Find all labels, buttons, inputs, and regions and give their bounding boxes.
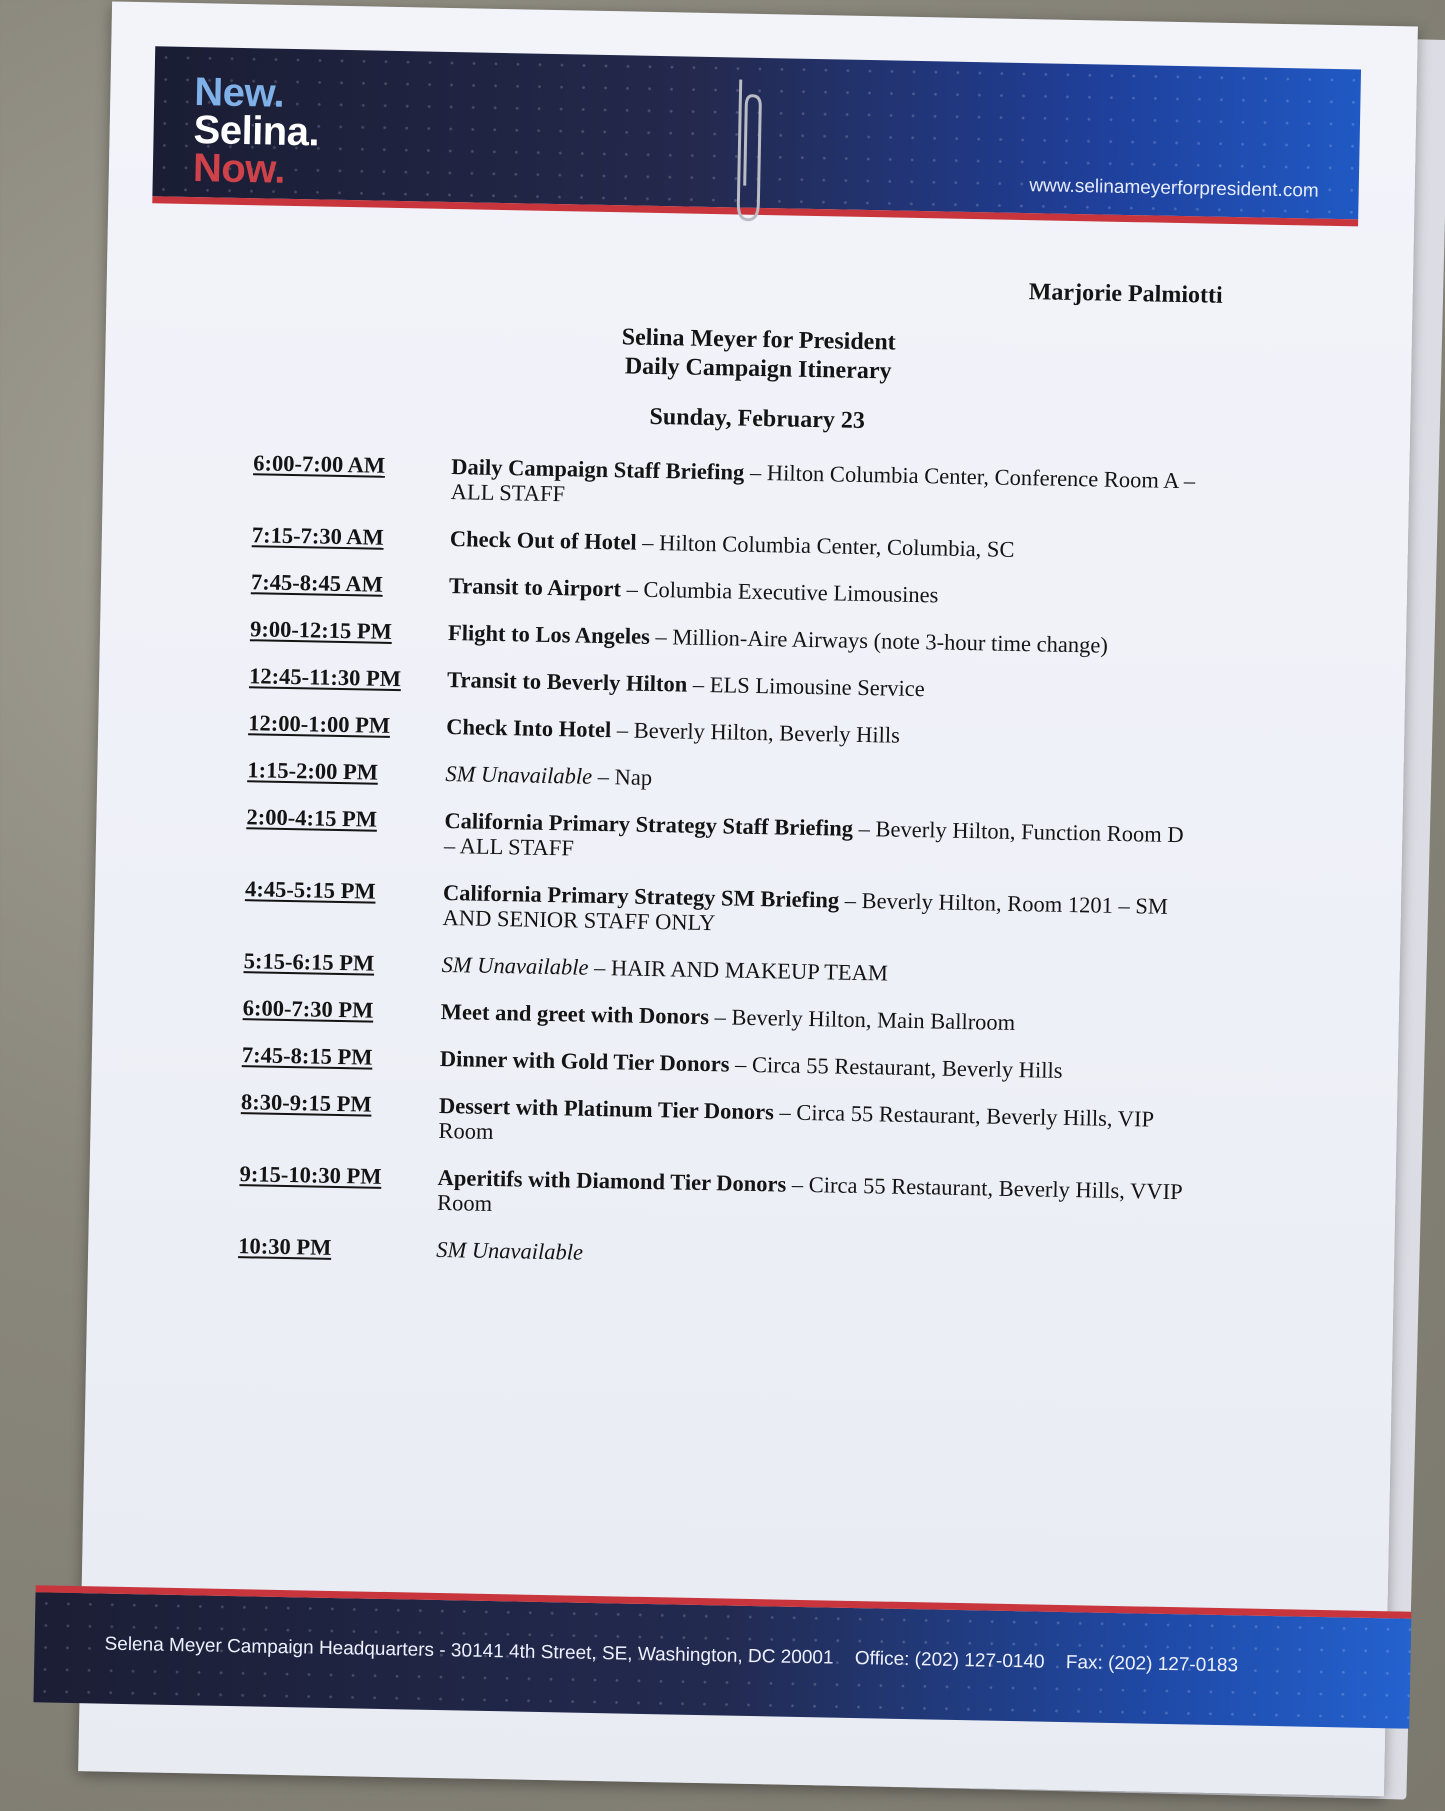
event-detail: – Beverly Hilton, Function Room D – ALL STAFF bbox=[443, 815, 1184, 861]
website-url: www.selinameyerforpresident.com bbox=[1029, 175, 1319, 202]
event-name: Meet and greet with Donors bbox=[440, 998, 710, 1030]
event-detail: – Beverly Hilton, Beverly Hills bbox=[610, 717, 901, 748]
logo-line-selina: Selina. bbox=[193, 108, 320, 155]
event-name: Aperitifs with Diamond Tier Donors bbox=[437, 1164, 787, 1197]
schedule-row bbox=[247, 757, 1197, 800]
event-name: California Primary Strategy SM Briefing bbox=[442, 879, 840, 913]
schedule-time: 12:45-11:30 PM bbox=[248, 663, 402, 692]
title-line-2: Daily Campaign Itinerary bbox=[624, 353, 892, 385]
header-banner bbox=[152, 46, 1361, 226]
logo-line-now: Now. bbox=[192, 146, 286, 192]
event-name: Dessert with Platinum Tier Donors bbox=[438, 1092, 775, 1125]
schedule-row bbox=[246, 804, 1197, 872]
logo-line-new: New. bbox=[193, 70, 285, 116]
footer-address: Selena Meyer Campaign Headquarters - 30141 4th Street, SE, Washington, DC 20001 bbox=[104, 1633, 834, 1669]
author-name: Marjorie Palmiotti bbox=[1028, 279, 1223, 309]
footer-banner bbox=[33, 1585, 1411, 1728]
schedule-description bbox=[443, 454, 1204, 519]
event-detail: – Columbia Executive Limousines bbox=[620, 576, 939, 608]
event-name: SM Unavailable bbox=[435, 1236, 584, 1265]
campaign-logo bbox=[192, 70, 321, 192]
schedule-description bbox=[442, 526, 1202, 566]
event-detail: – HAIR AND MAKEUP TEAM bbox=[588, 954, 889, 986]
schedule-row bbox=[243, 995, 1193, 1038]
event-detail: – Nap bbox=[591, 763, 653, 790]
schedule-time: 6:00-7:30 PM bbox=[242, 995, 374, 1023]
schedule-time: 1:15-2:00 PM bbox=[247, 757, 379, 785]
footer-office-phone: Office: (202) 127-0140 bbox=[854, 1648, 1045, 1673]
schedule-row bbox=[242, 1042, 1192, 1085]
event-name: Flight to Los Angeles bbox=[447, 620, 651, 649]
event-detail: – Beverly Hilton, Main Ballroom bbox=[708, 1004, 1016, 1035]
schedule-time: 7:15-7:30 AM bbox=[251, 522, 384, 550]
event-detail: – ELS Limousine Service bbox=[687, 671, 925, 702]
schedule-time: 4:45-5:15 PM bbox=[244, 876, 376, 904]
event-name: California Primary Strategy Staff Briefing bbox=[444, 807, 854, 841]
schedule-time: 6:00-7:00 AM bbox=[253, 450, 386, 478]
event-detail: – Beverly Hilton, Room 1201 – SM AND SENIOR STAFF ONLY bbox=[442, 887, 1169, 936]
schedule-description bbox=[433, 952, 1193, 992]
schedule-time: 2:00-4:15 PM bbox=[246, 804, 378, 832]
schedule-time: 9:00-12:15 PM bbox=[249, 616, 393, 644]
event-detail: – Circa 55 Restaurant, Beverly Hills, VVIP Room bbox=[436, 1171, 1183, 1216]
schedule-row bbox=[244, 876, 1195, 944]
paperclip-icon bbox=[730, 75, 763, 226]
itinerary-sheet bbox=[78, 1, 1418, 1796]
schedule-row bbox=[240, 1089, 1191, 1157]
schedule-time: 7:45-8:45 AM bbox=[250, 569, 384, 597]
itinerary-date: Sunday, February 23 bbox=[649, 403, 866, 434]
footer-fax: Fax: (202) 127-0183 bbox=[1065, 1652, 1239, 1677]
schedule-time: 12:00-1:00 PM bbox=[248, 710, 391, 738]
schedule-description bbox=[440, 620, 1200, 660]
schedule-description bbox=[439, 667, 1199, 707]
schedule-description bbox=[436, 808, 1197, 873]
event-detail: – Circa 55 Restaurant, Beverly Hills bbox=[729, 1051, 1063, 1083]
event-name: SM Unavailable bbox=[445, 761, 593, 789]
schedule-time: 5:15-6:15 PM bbox=[243, 948, 375, 976]
schedule-row bbox=[238, 1233, 1188, 1276]
schedule-time: 9:15-10:30 PM bbox=[239, 1161, 382, 1189]
event-detail: – Circa 55 Restaurant, Beverly Hills, VIP Room bbox=[438, 1099, 1154, 1144]
schedule-row bbox=[250, 616, 1200, 659]
event-detail: – Hilton Columbia Center, Columbia, SC bbox=[636, 529, 1015, 562]
schedule-time: 7:45-8:15 PM bbox=[241, 1042, 373, 1070]
schedule-row bbox=[239, 1161, 1190, 1229]
event-name: Transit to Beverly Hilton bbox=[446, 667, 688, 697]
schedule-description bbox=[430, 1093, 1191, 1158]
event-name: Check Out of Hotel bbox=[449, 526, 637, 555]
event-detail: – Million-Aire Airways (note 3-hour time change) bbox=[649, 623, 1109, 658]
schedule-description bbox=[438, 714, 1198, 754]
schedule-description bbox=[428, 1237, 1188, 1277]
event-name: Check Into Hotel bbox=[446, 714, 612, 743]
schedule-description bbox=[429, 1165, 1190, 1230]
schedule-row bbox=[253, 450, 1204, 518]
schedule-description bbox=[432, 1046, 1192, 1086]
title-line-1: Selina Meyer for President bbox=[621, 324, 896, 356]
schedule-row bbox=[252, 522, 1202, 565]
schedule-description bbox=[434, 880, 1195, 945]
event-name: SM Unavailable bbox=[441, 951, 589, 980]
schedule-time: 8:30-9:15 PM bbox=[240, 1089, 372, 1117]
schedule-description bbox=[441, 573, 1201, 613]
schedule-row bbox=[249, 663, 1199, 706]
document-title bbox=[105, 313, 1412, 396]
event-name: Dinner with Gold Tier Donors bbox=[439, 1045, 730, 1077]
schedule-list bbox=[238, 450, 1204, 1298]
schedule-description bbox=[433, 999, 1193, 1039]
schedule-time: 10:30 PM bbox=[238, 1233, 332, 1260]
schedule-row bbox=[248, 710, 1198, 753]
event-detail: – Hilton Columbia Center, Conference Room A – ALL STAFF bbox=[450, 459, 1196, 507]
schedule-description bbox=[437, 761, 1197, 801]
event-name: Daily Campaign Staff Briefing bbox=[451, 454, 745, 485]
schedule-row bbox=[251, 569, 1201, 612]
event-name: Transit to Airport bbox=[448, 573, 622, 602]
schedule-row bbox=[243, 948, 1193, 991]
